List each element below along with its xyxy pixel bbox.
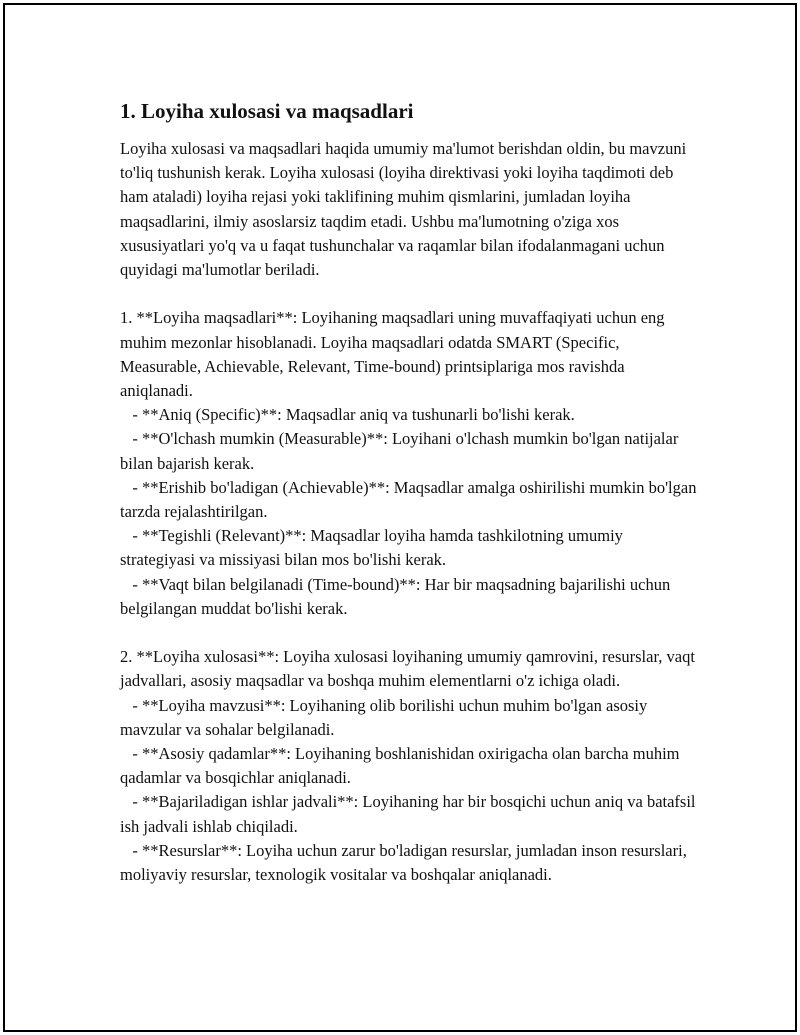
goals-lead: 1. **Loyiha maqsadlari**: Loyihaning maqsadlari uning muvaffaqiyati uchun eng muhim mezonlar hisoblanadi. Loyiha maqsadlari odatda SMART (Specific, Measurable, Achievable, Relevant, Time-bound) printsiplariga mos ravishda aniqlanadi. [120,308,669,401]
summary-item-steps: - **Asosiy qadamlar**: Loyihaning boshlanishidan oxirigacha olan barcha muhim qadamlar va bosqichlar aniqlanadi. [120,744,684,788]
paragraph-gap [120,282,700,306]
summary-lead: 2. **Loyiha xulosasi**: Loyiha xulosasi loyihaning umumiy qamrovini, resurslar, vaqt jadvallari, asosiy maqsadlar va boshqa muhim elementlarni o'z ichiga oladi. [120,647,700,691]
section-heading: 1. Loyiha xulosasi va maqsadlari [120,99,414,123]
summary-item-topic: - **Loyiha mavzusi**: Loyihaning olib borilishi uchun muhim bo'lgan asosiy mavzular va sohalar belgilanadi. [120,695,652,739]
summary-item-schedule: - **Bajariladigan ishlar jadvali**: Loyihaning har bir bosqichi uchun aniq va batafsil ish jadvali ishlab chiqiladi. [120,792,700,836]
paragraph-gap [120,621,700,645]
goals-item-specific: - **Aniq (Specific)**: Maqsadlar aniq va tushunarli bo'lishi kerak. [120,405,575,425]
summary-item-resources: - **Resurslar**: Loyiha uchun zarur bo'ladigan resurslar, jumladan inson resurslari, moliyaviy resurslar, texnologik vositalar va boshqalar aniqlanadi. [120,840,691,885]
intro-paragraph: Loyiha xulosasi va maqsadlari haqida umumiy ma'lumot berishdan oldin, bu mavzuni to'liq tushunish kerak. Loyiha xulosasi (loyiha direktivasi yoki loyiha taqdimoti deb ham ataladi) loyiha rejasi yoki taklifining muhim qismlarini, jumladan loyiha maqsadlarini, ilmiy asoslarsiz taqdim etadi. Ushbu ma'lumotning o'ziga xos xususiyatlari yo'q va u faqat tushunchalar va raqamlar bilan ifodalanmagani uchun quyidagi ma'lumotlar beriladi. [120,139,691,280]
goals-item-time-bound: - **Vaqt bilan belgilanadi (Time-bound)**: Har bir maqsadning bajarilishi uchun belgilangan muddat bo'lishi kerak. [120,574,675,618]
goals-item-relevant: - **Tegishli (Relevant)**: Maqsadlar loyiha hamda tashkilotning umumiy strategiyasi va missiyasi bilan mos bo'lishi kerak. [120,526,628,570]
goals-item-achievable: - **Erishib bo'ladigan (Achievable)**: Maqsadlar amalga oshirilishi mumkin bo'lgan tarzda rejalashtirilgan. [120,477,701,522]
page-frame [3,3,797,1032]
goals-item-measurable: - **O'lchash mumkin (Measurable)**: Loyihani o'lchash mumkin bo'lgan natijalar bilan bajarish kerak. [120,429,683,473]
document-body [120,97,700,887]
